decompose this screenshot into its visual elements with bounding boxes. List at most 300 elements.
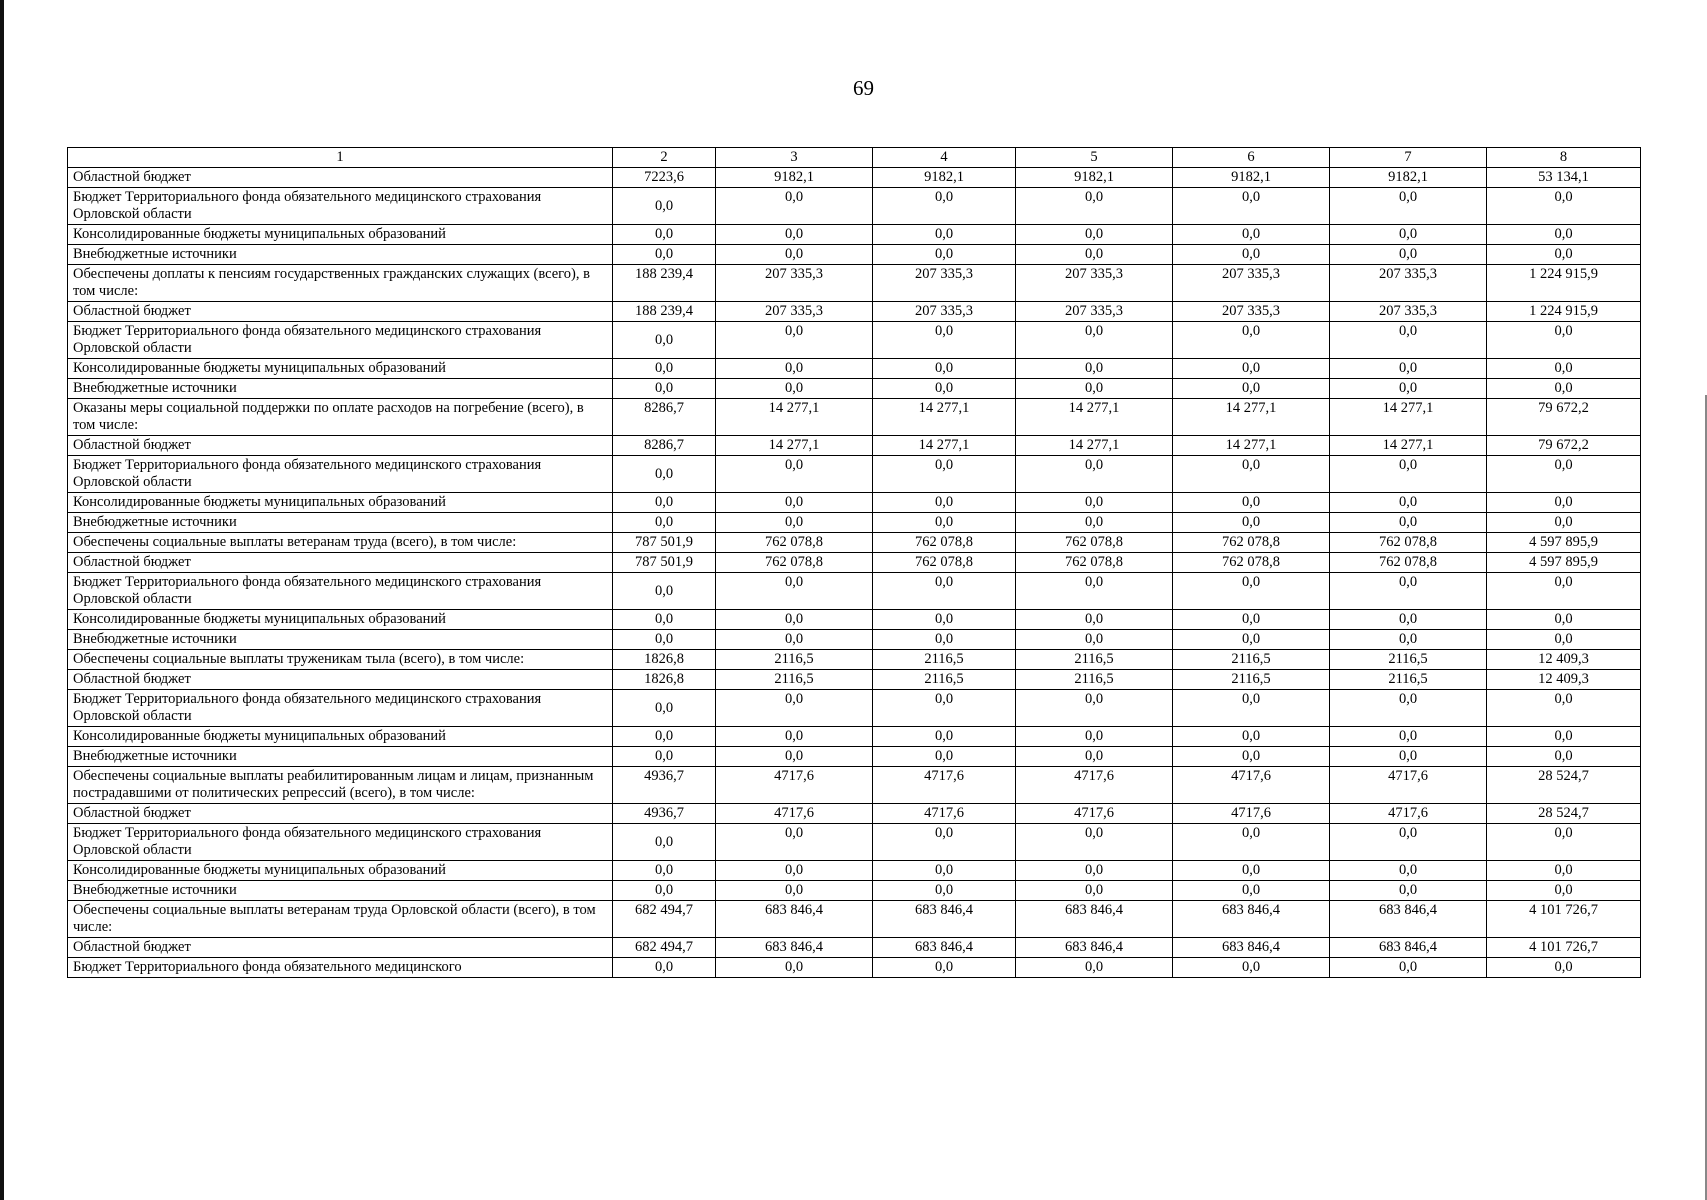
value-cell: 683 846,4 bbox=[1330, 901, 1487, 938]
value-cell: 0,0 bbox=[613, 456, 716, 493]
column-header-1: 1 bbox=[68, 148, 613, 168]
value-cell: 14 277,1 bbox=[1330, 399, 1487, 436]
value-cell: 0,0 bbox=[716, 379, 873, 399]
row-label-cell: Бюджет Территориального фонда обязательного медицинского bbox=[68, 958, 613, 978]
value-cell: 0,0 bbox=[1330, 456, 1487, 493]
value-cell: 0,0 bbox=[1173, 245, 1330, 265]
value-cell: 0,0 bbox=[1173, 573, 1330, 610]
column-header-5: 5 bbox=[1016, 148, 1173, 168]
value-cell: 0,0 bbox=[613, 861, 716, 881]
row-label-cell: Обеспечены социальные выплаты реабилитированным лицам и лицам, признанным пострадавшими от политических репрессий (всего), в том числе: bbox=[68, 767, 613, 804]
value-cell: 53 134,1 bbox=[1487, 168, 1641, 188]
value-cell: 4717,6 bbox=[1173, 804, 1330, 824]
value-cell: 0,0 bbox=[1487, 861, 1641, 881]
value-cell: 0,0 bbox=[1487, 379, 1641, 399]
value-cell: 0,0 bbox=[613, 245, 716, 265]
value-cell: 0,0 bbox=[1016, 225, 1173, 245]
table-row bbox=[68, 881, 1641, 901]
value-cell: 207 335,3 bbox=[1016, 265, 1173, 302]
row-label-cell: Областной бюджет bbox=[68, 168, 613, 188]
value-cell: 0,0 bbox=[1487, 245, 1641, 265]
row-label-cell: Консолидированные бюджеты муниципальных образований bbox=[68, 359, 613, 379]
value-cell: 12 409,3 bbox=[1487, 650, 1641, 670]
value-cell: 0,0 bbox=[1173, 630, 1330, 650]
value-cell: 0,0 bbox=[1487, 493, 1641, 513]
value-cell: 0,0 bbox=[1330, 747, 1487, 767]
table-row bbox=[68, 188, 1641, 225]
value-cell: 207 335,3 bbox=[873, 302, 1016, 322]
value-cell: 762 078,8 bbox=[1173, 553, 1330, 573]
value-cell: 683 846,4 bbox=[1330, 938, 1487, 958]
value-cell: 79 672,2 bbox=[1487, 436, 1641, 456]
value-cell: 0,0 bbox=[613, 630, 716, 650]
row-label-cell: Бюджет Территориального фонда обязательного медицинского страхования Орловской области bbox=[68, 824, 613, 861]
value-cell: 0,0 bbox=[716, 359, 873, 379]
value-cell: 14 277,1 bbox=[1016, 436, 1173, 456]
value-cell: 0,0 bbox=[873, 861, 1016, 881]
value-cell: 4717,6 bbox=[873, 767, 1016, 804]
value-cell: 9182,1 bbox=[1330, 168, 1487, 188]
value-cell: 207 335,3 bbox=[716, 265, 873, 302]
table-row bbox=[68, 168, 1641, 188]
value-cell: 4717,6 bbox=[1330, 804, 1487, 824]
row-label-cell: Областной бюджет bbox=[68, 804, 613, 824]
value-cell: 2116,5 bbox=[1173, 650, 1330, 670]
value-cell: 14 277,1 bbox=[1016, 399, 1173, 436]
value-cell: 0,0 bbox=[613, 610, 716, 630]
value-cell: 207 335,3 bbox=[1016, 302, 1173, 322]
table-row bbox=[68, 493, 1641, 513]
value-cell: 0,0 bbox=[613, 225, 716, 245]
row-label-cell: Бюджет Территориального фонда обязательного медицинского страхования Орловской области bbox=[68, 456, 613, 493]
table-row bbox=[68, 533, 1641, 553]
value-cell: 0,0 bbox=[1016, 359, 1173, 379]
value-cell: 0,0 bbox=[613, 958, 716, 978]
value-cell: 0,0 bbox=[1487, 456, 1641, 493]
value-cell: 0,0 bbox=[1016, 630, 1173, 650]
value-cell: 0,0 bbox=[1016, 727, 1173, 747]
value-cell: 1 224 915,9 bbox=[1487, 302, 1641, 322]
value-cell: 4 101 726,7 bbox=[1487, 901, 1641, 938]
row-label-cell: Консолидированные бюджеты муниципальных образований bbox=[68, 493, 613, 513]
value-cell: 0,0 bbox=[716, 225, 873, 245]
value-cell: 0,0 bbox=[716, 456, 873, 493]
row-label-cell: Бюджет Территориального фонда обязательного медицинского страхования Орловской области bbox=[68, 322, 613, 359]
value-cell: 0,0 bbox=[716, 690, 873, 727]
value-cell: 762 078,8 bbox=[873, 533, 1016, 553]
value-cell: 14 277,1 bbox=[873, 399, 1016, 436]
value-cell: 28 524,7 bbox=[1487, 767, 1641, 804]
value-cell: 0,0 bbox=[716, 513, 873, 533]
table-row bbox=[68, 824, 1641, 861]
value-cell: 683 846,4 bbox=[1173, 938, 1330, 958]
value-cell: 0,0 bbox=[873, 322, 1016, 359]
value-cell: 0,0 bbox=[716, 958, 873, 978]
value-cell: 0,0 bbox=[1173, 513, 1330, 533]
value-cell: 0,0 bbox=[1016, 379, 1173, 399]
value-cell: 0,0 bbox=[716, 245, 873, 265]
value-cell: 0,0 bbox=[1016, 188, 1173, 225]
row-label-cell: Бюджет Территориального фонда обязательного медицинского страхования Орловской области bbox=[68, 690, 613, 727]
value-cell: 0,0 bbox=[873, 359, 1016, 379]
value-cell: 2116,5 bbox=[1330, 650, 1487, 670]
row-label-cell: Внебюджетные источники bbox=[68, 245, 613, 265]
row-label-cell: Обеспечены социальные выплаты ветеранам труда Орловской области (всего), в том числе: bbox=[68, 901, 613, 938]
table-row bbox=[68, 630, 1641, 650]
value-cell: 0,0 bbox=[1173, 958, 1330, 978]
value-cell: 0,0 bbox=[1016, 245, 1173, 265]
value-cell: 188 239,4 bbox=[613, 302, 716, 322]
value-cell: 0,0 bbox=[716, 573, 873, 610]
value-cell: 0,0 bbox=[716, 861, 873, 881]
value-cell: 4717,6 bbox=[873, 804, 1016, 824]
row-label-cell: Оказаны меры социальной поддержки по оплате расходов на погребение (всего), в том числе: bbox=[68, 399, 613, 436]
value-cell: 207 335,3 bbox=[873, 265, 1016, 302]
row-label-cell: Обеспечены доплаты к пенсиям государственных гражданских служащих (всего), в том числе: bbox=[68, 265, 613, 302]
column-header-2: 2 bbox=[613, 148, 716, 168]
value-cell: 0,0 bbox=[1016, 958, 1173, 978]
value-cell: 787 501,9 bbox=[613, 533, 716, 553]
value-cell: 207 335,3 bbox=[1330, 265, 1487, 302]
value-cell: 683 846,4 bbox=[1016, 938, 1173, 958]
value-cell: 762 078,8 bbox=[1016, 533, 1173, 553]
value-cell: 0,0 bbox=[873, 727, 1016, 747]
value-cell: 0,0 bbox=[873, 747, 1016, 767]
value-cell: 0,0 bbox=[1173, 747, 1330, 767]
row-label-cell: Бюджет Территориального фонда обязательного медицинского страхования Орловской области bbox=[68, 573, 613, 610]
value-cell: 0,0 bbox=[716, 493, 873, 513]
value-cell: 7223,6 bbox=[613, 168, 716, 188]
value-cell: 0,0 bbox=[1330, 188, 1487, 225]
value-cell: 0,0 bbox=[1173, 493, 1330, 513]
row-label-cell: Областной бюджет bbox=[68, 670, 613, 690]
value-cell: 0,0 bbox=[716, 747, 873, 767]
value-cell: 0,0 bbox=[716, 610, 873, 630]
value-cell: 0,0 bbox=[873, 690, 1016, 727]
table-row bbox=[68, 861, 1641, 881]
value-cell: 762 078,8 bbox=[716, 533, 873, 553]
table-row bbox=[68, 901, 1641, 938]
value-cell: 207 335,3 bbox=[1173, 265, 1330, 302]
value-cell: 0,0 bbox=[1487, 630, 1641, 650]
value-cell: 4936,7 bbox=[613, 804, 716, 824]
value-cell: 0,0 bbox=[873, 958, 1016, 978]
value-cell: 0,0 bbox=[1487, 881, 1641, 901]
value-cell: 0,0 bbox=[716, 824, 873, 861]
value-cell: 9182,1 bbox=[873, 168, 1016, 188]
value-cell: 0,0 bbox=[873, 630, 1016, 650]
value-cell: 0,0 bbox=[1330, 690, 1487, 727]
value-cell: 0,0 bbox=[716, 881, 873, 901]
value-cell: 0,0 bbox=[1330, 245, 1487, 265]
value-cell: 4717,6 bbox=[1330, 767, 1487, 804]
value-cell: 4 101 726,7 bbox=[1487, 938, 1641, 958]
value-cell: 0,0 bbox=[613, 322, 716, 359]
table-row bbox=[68, 938, 1641, 958]
value-cell: 0,0 bbox=[1016, 513, 1173, 533]
value-cell: 0,0 bbox=[613, 188, 716, 225]
value-cell: 0,0 bbox=[613, 690, 716, 727]
value-cell: 683 846,4 bbox=[873, 938, 1016, 958]
value-cell: 14 277,1 bbox=[1173, 436, 1330, 456]
value-cell: 28 524,7 bbox=[1487, 804, 1641, 824]
value-cell: 0,0 bbox=[1016, 747, 1173, 767]
row-label-cell: Бюджет Территориального фонда обязательного медицинского страхования Орловской области bbox=[68, 188, 613, 225]
value-cell: 0,0 bbox=[873, 513, 1016, 533]
row-label-cell: Внебюджетные источники bbox=[68, 513, 613, 533]
value-cell: 0,0 bbox=[613, 379, 716, 399]
row-label-cell: Внебюджетные источники bbox=[68, 630, 613, 650]
value-cell: 0,0 bbox=[1487, 727, 1641, 747]
value-cell: 0,0 bbox=[1173, 881, 1330, 901]
value-cell: 0,0 bbox=[1016, 610, 1173, 630]
value-cell: 683 846,4 bbox=[873, 901, 1016, 938]
value-cell: 0,0 bbox=[1330, 610, 1487, 630]
value-cell: 2116,5 bbox=[1016, 650, 1173, 670]
value-cell: 2116,5 bbox=[716, 650, 873, 670]
value-cell: 4717,6 bbox=[716, 767, 873, 804]
value-cell: 0,0 bbox=[873, 610, 1016, 630]
table-row bbox=[68, 359, 1641, 379]
value-cell: 0,0 bbox=[613, 359, 716, 379]
value-cell: 14 277,1 bbox=[1173, 399, 1330, 436]
value-cell: 9182,1 bbox=[1173, 168, 1330, 188]
value-cell: 4 597 895,9 bbox=[1487, 553, 1641, 573]
value-cell: 0,0 bbox=[1016, 861, 1173, 881]
value-cell: 0,0 bbox=[613, 573, 716, 610]
table-row bbox=[68, 399, 1641, 436]
value-cell: 9182,1 bbox=[716, 168, 873, 188]
value-cell: 0,0 bbox=[1487, 747, 1641, 767]
table-row bbox=[68, 573, 1641, 610]
row-label-cell: Областной бюджет bbox=[68, 553, 613, 573]
value-cell: 0,0 bbox=[1487, 690, 1641, 727]
table-row bbox=[68, 727, 1641, 747]
value-cell: 762 078,8 bbox=[716, 553, 873, 573]
value-cell: 0,0 bbox=[1487, 610, 1641, 630]
value-cell: 1 224 915,9 bbox=[1487, 265, 1641, 302]
value-cell: 683 846,4 bbox=[716, 901, 873, 938]
value-cell: 0,0 bbox=[1487, 225, 1641, 245]
value-cell: 0,0 bbox=[613, 747, 716, 767]
budget-table bbox=[67, 147, 1641, 978]
value-cell: 4717,6 bbox=[1016, 767, 1173, 804]
row-label-cell: Консолидированные бюджеты муниципальных образований bbox=[68, 225, 613, 245]
value-cell: 0,0 bbox=[1173, 861, 1330, 881]
value-cell: 0,0 bbox=[873, 824, 1016, 861]
value-cell: 0,0 bbox=[1173, 188, 1330, 225]
column-header-6: 6 bbox=[1173, 148, 1330, 168]
row-label-cell: Обеспечены социальные выплаты труженикам тыла (всего), в том числе: bbox=[68, 650, 613, 670]
table-row bbox=[68, 456, 1641, 493]
value-cell: 0,0 bbox=[1330, 225, 1487, 245]
table-row bbox=[68, 670, 1641, 690]
column-header-4: 4 bbox=[873, 148, 1016, 168]
table-row bbox=[68, 958, 1641, 978]
value-cell: 207 335,3 bbox=[1330, 302, 1487, 322]
value-cell: 0,0 bbox=[1173, 379, 1330, 399]
value-cell: 0,0 bbox=[716, 630, 873, 650]
value-cell: 0,0 bbox=[1016, 456, 1173, 493]
row-label-cell: Обеспечены социальные выплаты ветеранам труда (всего), в том числе: bbox=[68, 533, 613, 553]
table-row bbox=[68, 302, 1641, 322]
value-cell: 207 335,3 bbox=[1173, 302, 1330, 322]
value-cell: 0,0 bbox=[873, 573, 1016, 610]
value-cell: 0,0 bbox=[873, 188, 1016, 225]
table-row bbox=[68, 767, 1641, 804]
value-cell: 0,0 bbox=[1487, 824, 1641, 861]
value-cell: 762 078,8 bbox=[873, 553, 1016, 573]
row-label-cell: Внебюджетные источники bbox=[68, 747, 613, 767]
value-cell: 683 846,4 bbox=[1016, 901, 1173, 938]
value-cell: 4717,6 bbox=[1016, 804, 1173, 824]
table-row bbox=[68, 747, 1641, 767]
value-cell: 0,0 bbox=[613, 824, 716, 861]
table-row bbox=[68, 804, 1641, 824]
value-cell: 2116,5 bbox=[873, 670, 1016, 690]
value-cell: 8286,7 bbox=[613, 436, 716, 456]
value-cell: 683 846,4 bbox=[1173, 901, 1330, 938]
value-cell: 0,0 bbox=[873, 245, 1016, 265]
value-cell: 0,0 bbox=[1487, 513, 1641, 533]
value-cell: 0,0 bbox=[716, 188, 873, 225]
value-cell: 0,0 bbox=[1487, 359, 1641, 379]
value-cell: 787 501,9 bbox=[613, 553, 716, 573]
row-label-cell: Консолидированные бюджеты муниципальных образований bbox=[68, 727, 613, 747]
value-cell: 0,0 bbox=[1173, 824, 1330, 861]
table-row bbox=[68, 436, 1641, 456]
value-cell: 0,0 bbox=[1173, 690, 1330, 727]
value-cell: 79 672,2 bbox=[1487, 399, 1641, 436]
row-label-cell: Областной бюджет bbox=[68, 436, 613, 456]
value-cell: 2116,5 bbox=[1016, 670, 1173, 690]
row-label-cell: Консолидированные бюджеты муниципальных образований bbox=[68, 861, 613, 881]
value-cell: 1826,8 bbox=[613, 650, 716, 670]
value-cell: 12 409,3 bbox=[1487, 670, 1641, 690]
value-cell: 0,0 bbox=[873, 379, 1016, 399]
value-cell: 0,0 bbox=[1330, 630, 1487, 650]
row-label-cell: Областной бюджет bbox=[68, 938, 613, 958]
value-cell: 0,0 bbox=[1173, 610, 1330, 630]
value-cell: 0,0 bbox=[1173, 727, 1330, 747]
value-cell: 14 277,1 bbox=[716, 436, 873, 456]
table-row bbox=[68, 245, 1641, 265]
row-label-cell: Внебюджетные источники bbox=[68, 881, 613, 901]
value-cell: 0,0 bbox=[1487, 188, 1641, 225]
value-cell: 682 494,7 bbox=[613, 938, 716, 958]
value-cell: 0,0 bbox=[1330, 322, 1487, 359]
column-header-8: 8 bbox=[1487, 148, 1641, 168]
row-label-cell: Внебюджетные источники bbox=[68, 379, 613, 399]
value-cell: 762 078,8 bbox=[1330, 553, 1487, 573]
value-cell: 0,0 bbox=[1330, 359, 1487, 379]
value-cell: 0,0 bbox=[1330, 573, 1487, 610]
value-cell: 0,0 bbox=[873, 881, 1016, 901]
page-number: 69 bbox=[853, 76, 874, 100]
value-cell: 0,0 bbox=[1173, 225, 1330, 245]
table-row bbox=[68, 610, 1641, 630]
value-cell: 0,0 bbox=[1330, 861, 1487, 881]
value-cell: 0,0 bbox=[613, 493, 716, 513]
value-cell: 0,0 bbox=[1487, 573, 1641, 610]
value-cell: 2116,5 bbox=[716, 670, 873, 690]
value-cell: 0,0 bbox=[613, 513, 716, 533]
value-cell: 0,0 bbox=[1330, 513, 1487, 533]
value-cell: 0,0 bbox=[1016, 881, 1173, 901]
value-cell: 682 494,7 bbox=[613, 901, 716, 938]
value-cell: 0,0 bbox=[873, 456, 1016, 493]
value-cell: 0,0 bbox=[1487, 958, 1641, 978]
table-row bbox=[68, 265, 1641, 302]
value-cell: 4717,6 bbox=[1173, 767, 1330, 804]
value-cell: 14 277,1 bbox=[716, 399, 873, 436]
row-label-cell: Консолидированные бюджеты муниципальных образований bbox=[68, 610, 613, 630]
table-row bbox=[68, 553, 1641, 573]
row-label-cell: Областной бюджет bbox=[68, 302, 613, 322]
value-cell: 0,0 bbox=[1487, 322, 1641, 359]
value-cell: 0,0 bbox=[1330, 379, 1487, 399]
value-cell: 0,0 bbox=[1330, 958, 1487, 978]
value-cell: 0,0 bbox=[613, 881, 716, 901]
value-cell: 0,0 bbox=[1330, 493, 1487, 513]
table-header-row bbox=[68, 148, 1641, 168]
scan-edge-left bbox=[0, 0, 4, 1200]
table-row bbox=[68, 322, 1641, 359]
value-cell: 14 277,1 bbox=[1330, 436, 1487, 456]
value-cell: 0,0 bbox=[1173, 456, 1330, 493]
value-cell: 762 078,8 bbox=[1016, 553, 1173, 573]
table-row bbox=[68, 379, 1641, 399]
value-cell: 0,0 bbox=[1173, 322, 1330, 359]
value-cell: 2116,5 bbox=[1173, 670, 1330, 690]
value-cell: 8286,7 bbox=[613, 399, 716, 436]
value-cell: 0,0 bbox=[873, 225, 1016, 245]
value-cell: 0,0 bbox=[613, 727, 716, 747]
value-cell: 0,0 bbox=[1016, 824, 1173, 861]
column-header-7: 7 bbox=[1330, 148, 1487, 168]
table-row bbox=[68, 650, 1641, 670]
value-cell: 762 078,8 bbox=[1330, 533, 1487, 553]
value-cell: 0,0 bbox=[1016, 493, 1173, 513]
table-row bbox=[68, 513, 1641, 533]
column-header-3: 3 bbox=[716, 148, 873, 168]
value-cell: 0,0 bbox=[716, 322, 873, 359]
table-row bbox=[68, 690, 1641, 727]
value-cell: 0,0 bbox=[1016, 690, 1173, 727]
value-cell: 683 846,4 bbox=[716, 938, 873, 958]
value-cell: 4 597 895,9 bbox=[1487, 533, 1641, 553]
value-cell: 0,0 bbox=[1330, 881, 1487, 901]
value-cell: 207 335,3 bbox=[716, 302, 873, 322]
value-cell: 9182,1 bbox=[1016, 168, 1173, 188]
value-cell: 762 078,8 bbox=[1173, 533, 1330, 553]
value-cell: 14 277,1 bbox=[873, 436, 1016, 456]
value-cell: 0,0 bbox=[1016, 322, 1173, 359]
value-cell: 0,0 bbox=[1330, 727, 1487, 747]
value-cell: 188 239,4 bbox=[613, 265, 716, 302]
value-cell: 0,0 bbox=[873, 493, 1016, 513]
value-cell: 2116,5 bbox=[1330, 670, 1487, 690]
value-cell: 0,0 bbox=[716, 727, 873, 747]
value-cell: 0,0 bbox=[1016, 573, 1173, 610]
value-cell: 4936,7 bbox=[613, 767, 716, 804]
value-cell: 1826,8 bbox=[613, 670, 716, 690]
table-row bbox=[68, 225, 1641, 245]
value-cell: 0,0 bbox=[1173, 359, 1330, 379]
value-cell: 0,0 bbox=[1330, 824, 1487, 861]
table-body bbox=[68, 168, 1641, 978]
value-cell: 2116,5 bbox=[873, 650, 1016, 670]
